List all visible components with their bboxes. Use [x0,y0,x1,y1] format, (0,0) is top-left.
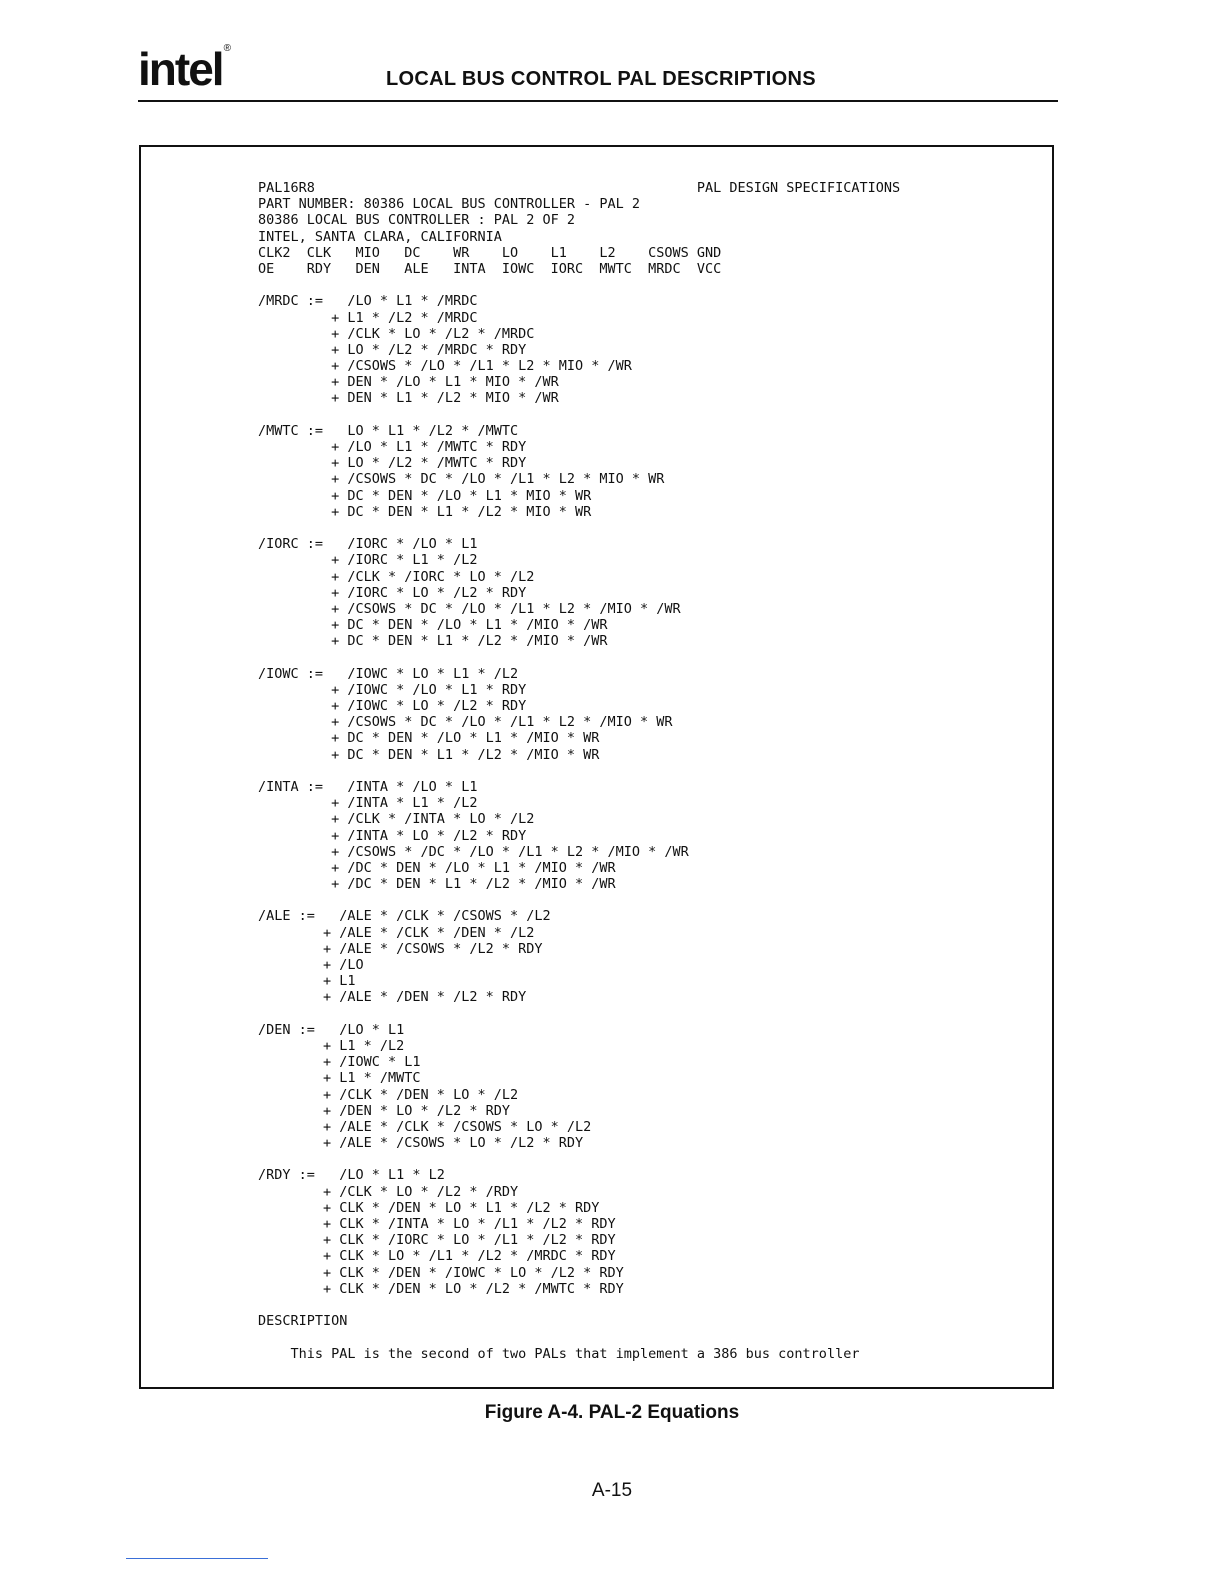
equation-term-line: + /CSOWS * DC * /LO * /L1 * L2 * /MIO * WR [258,714,673,731]
equation-term-line: + LO * /L2 * /MRDC * RDY [258,341,527,358]
description-text: This PAL is the second of two PALs that implement a 386 bus controller [258,1345,860,1362]
equation-definition-line: /ALE := /ALE * /CLK * /CSOWS * /L2 [258,908,551,925]
spacer [258,1297,900,1313]
equation-term-line: + /LO [258,957,364,973]
equation-term-line: + /DC * DEN * L1 * /L2 * /MIO * /WR [258,876,616,893]
equation-term-line: + /ALE * /DEN * /L2 * RDY [258,989,527,1006]
equation-block [258,423,900,536]
spacer [258,520,900,536]
equation-term-line: + /INTA * L1 * /L2 [258,795,478,812]
equation-term-line: + /ALE * /CLK * /DEN * /L2 [258,924,535,941]
equation-term-line: + CLK * /INTA * LO * /L1 * /L2 * RDY [258,1216,616,1232]
spacer [258,1006,900,1022]
pin-list-row-2: OE RDY DEN ALE INTA IOWC IORC MWTC MRDC VCC [258,260,722,277]
equation-block [258,293,900,423]
equation-term-line: + /CLK * /DEN * LO * /L2 [258,1086,519,1103]
equation-term-line: + DEN * /LO * L1 * MIO * /WR [258,374,559,391]
equation-term-line: + DC * DEN * L1 * /L2 * /MIO * /WR [258,633,608,650]
equation-definition-line: /DEN := /LO * L1 [258,1021,405,1038]
equation-term-line: + /DC * DEN * /LO * L1 * /MIO * /WR [258,859,616,876]
description-heading: DESCRIPTION [258,1313,348,1330]
equation-term-line: + /CLK * LO * /L2 * /MRDC [258,325,535,342]
pin-list-row-1: CLK2 CLK MIO DC WR LO L1 L2 CSOWS GND [258,244,722,261]
spacer [258,892,900,908]
equation-list [258,293,900,1313]
equation-block [258,1022,900,1168]
equation-term-line: + /CLK * LO * /L2 * /RDY [258,1183,519,1200]
equation-term-line: + /IOWC * LO * /L2 * RDY [258,698,527,714]
equation-block [258,908,900,1021]
equation-term-line: + /DEN * LO * /L2 * RDY [258,1102,510,1119]
spacer [258,649,900,665]
logo-text: intel [138,43,223,95]
equation-definition-line: /MRDC := /LO * L1 * /MRDC [258,293,478,310]
equation-term-line: + DC * DEN * L1 * /L2 * MIO * WR [258,503,592,520]
equation-term-line: + CLK * /DEN * LO * L1 * /L2 * RDY [258,1199,600,1216]
spacer [258,1329,900,1345]
equation-term-line: + /CLK * /IORC * LO * /L2 [258,568,535,585]
equation-term-line: + L1 [258,973,356,990]
equation-term-line: + /CSOWS * /LO * /L1 * L2 * MIO * /WR [258,358,632,375]
spec-subtitle: 80386 LOCAL BUS CONTROLLER : PAL 2 OF 2 [258,212,575,229]
equation-definition-line: /MWTC := LO * L1 * /L2 * /MWTC [258,422,519,439]
equation-term-line: + DC * DEN * L1 * /L2 * /MIO * WR [258,746,600,763]
equation-term-line: + LO * /L2 * /MWTC * RDY [258,455,527,472]
pal-spec-listing [258,180,900,1362]
equation-term-line: + /IOWC * /LO * L1 * RDY [258,681,527,698]
company-line: INTEL, SANTA CLARA, CALIFORNIA [258,228,502,245]
equation-definition-line: /IOWC := /IOWC * LO * L1 * /L2 [258,665,519,682]
equation-term-line: + DEN * L1 * /L2 * MIO * /WR [258,390,559,407]
equation-term-line: + L1 * /L2 * /MRDC [258,309,478,326]
equation-definition-line: /IORC := /IORC * /LO * L1 [258,536,478,553]
equation-definition-line: /INTA := /INTA * /LO * L1 [258,778,478,795]
equation-block [258,1167,900,1313]
equation-term-line: + /IOWC * L1 [258,1054,421,1071]
equation-term-line: + /CSOWS * DC * /LO * /L1 * L2 * MIO * WR [258,471,665,488]
equation-term-line: + /CSOWS * /DC * /LO * /L1 * L2 * /MIO * /WR [258,843,689,860]
equation-term-line: + CLK * /DEN * LO * /L2 * /MWTC * RDY [258,1280,624,1297]
equation-term-line: + /INTA * LO * /L2 * RDY [258,827,527,844]
equation-term-line: + DC * DEN * /LO * L1 * /MIO * WR [258,730,600,747]
registered-mark: ® [223,43,229,54]
footer-link-rule [126,1558,268,1559]
header-rule [138,100,1058,102]
equation-term-line: + /IORC * L1 * /L2 [258,552,478,569]
page-header-title: LOCAL BUS CONTROL PAL DESCRIPTIONS [386,68,816,90]
equation-term-line: + L1 * /L2 [258,1037,405,1054]
equation-term-line: + CLK * /IORC * LO * /L1 * /L2 * RDY [258,1232,616,1249]
part-number: PART NUMBER: 80386 LOCAL BUS CONTROLLER - PAL 2 [258,196,641,213]
equation-term-line: + L1 * /MWTC [258,1070,421,1087]
equation-term-line: + /ALE * /CSOWS * /L2 * RDY [258,940,543,957]
equation-term-line: + /LO * L1 * /MWTC * RDY [258,439,527,455]
equation-definition-line: /RDY := /LO * L1 * L2 [258,1167,445,1184]
figure-caption: Figure A-4. PAL-2 Equations [484,1402,740,1423]
equation-term-line: + DC * DEN * /LO * L1 * MIO * WR [258,487,592,504]
equation-term-line: + /CSOWS * DC * /LO * /L1 * L2 * /MIO * /WR [258,600,681,617]
equation-term-line: + /ALE * /CLK * /CSOWS * LO * /L2 [258,1118,592,1135]
page-number: A-15 [591,1480,633,1501]
equation-term-line: + CLK * /DEN * /IOWC * LO * /L2 * RDY [258,1264,624,1281]
intel-logo [138,43,229,95]
equation-term-line: + /IORC * LO * /L2 * RDY [258,584,527,601]
equation-block [258,779,900,909]
spacer [258,277,900,293]
equation-term-line: + /ALE * /CSOWS * LO * /L2 * RDY [258,1135,584,1152]
spacer [258,763,900,779]
spacer [258,1151,900,1167]
spacer [258,407,900,423]
equation-block [258,536,900,666]
device-line: PAL16R8 PAL DESIGN SPECIFICATIONS [258,180,901,196]
equation-term-line: + /CLK * /INTA * LO * /L2 [258,811,535,828]
equation-term-line: + DC * DEN * /LO * L1 * /MIO * /WR [258,617,608,634]
equation-block [258,666,900,779]
equation-term-line: + CLK * LO * /L1 * /L2 * /MRDC * RDY [258,1248,616,1265]
